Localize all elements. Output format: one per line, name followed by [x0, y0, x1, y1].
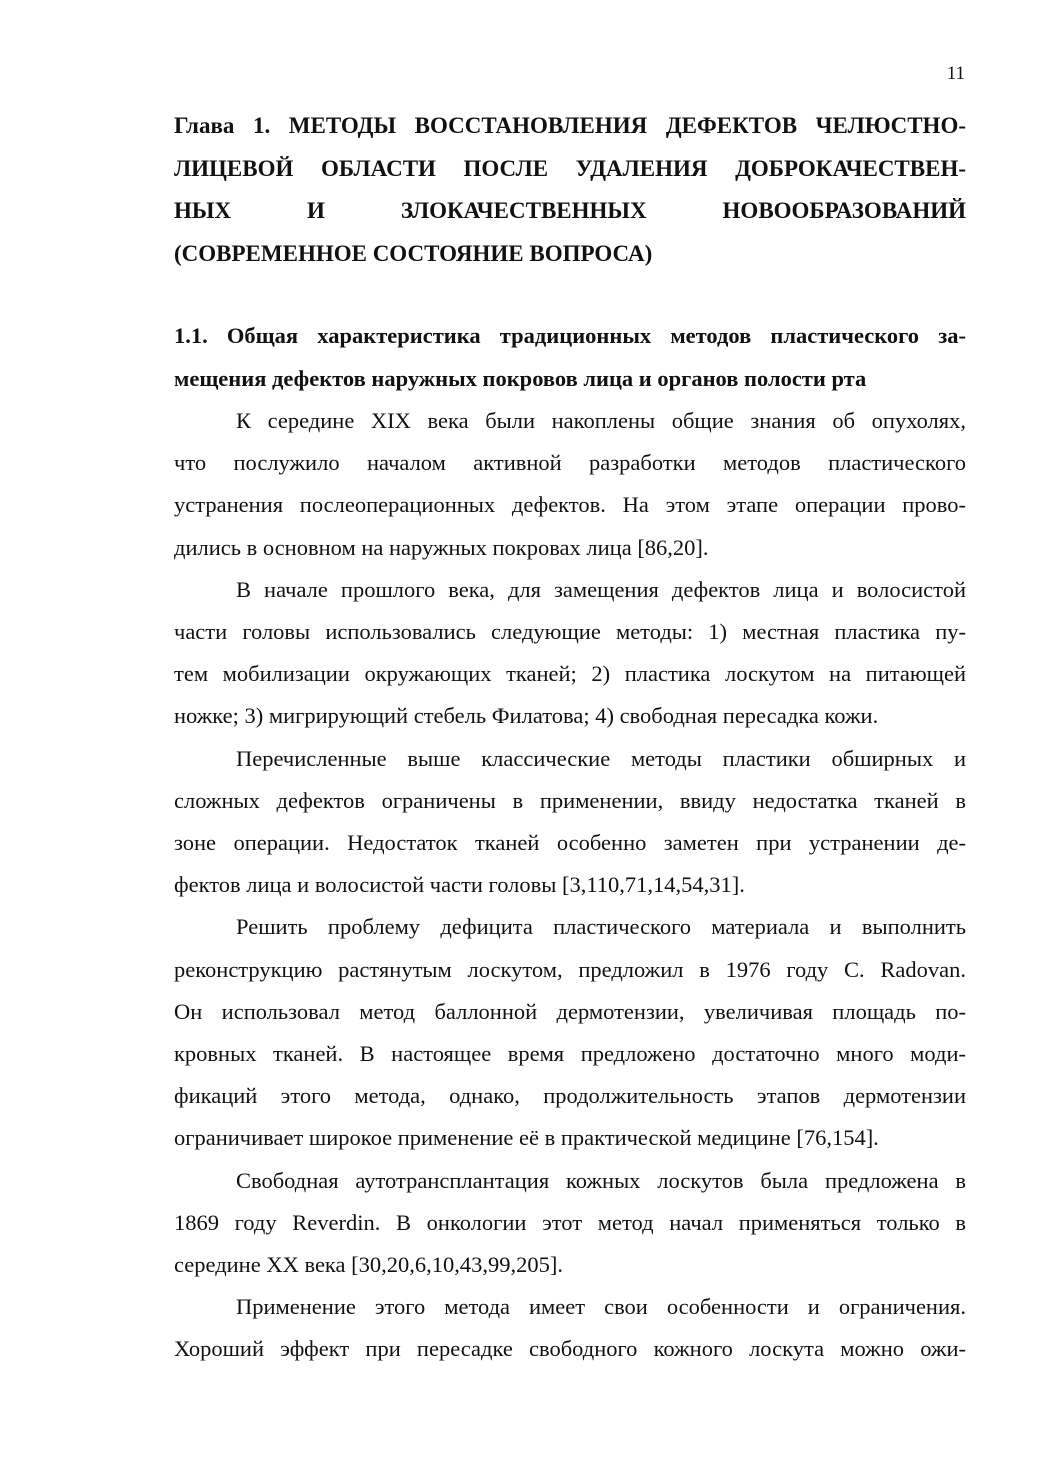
text-line: зоне операции. Недостаток тканей особенно заметен при устранении де- — [174, 830, 966, 856]
text-line: что послужило началом активной разработки методов пластического — [174, 450, 966, 476]
chapter-title-line: (СОВРЕМЕННОЕ СОСТОЯНИЕ ВОПРОСА) — [174, 240, 653, 266]
chapter-title-line: Глава 1. МЕТОДЫ ВОССТАНОВЛЕНИЯ ДЕФЕКТОВ ЧЕЛЮСТНО- — [174, 113, 966, 138]
text-line: тем мобилизации окружающих тканей; 2) пластика лоскутом на питающей — [174, 661, 966, 687]
paragraph — [174, 400, 966, 569]
text-line: Хороший эффект при пересадке свободного кожного лоскута можно ожи- — [174, 1336, 966, 1362]
text-line: В начале прошлого века, для замещения дефектов лица и волосистой — [236, 576, 966, 602]
paragraph — [174, 1286, 966, 1370]
chapter-title — [174, 105, 966, 275]
text-line: середине XX века [30,20,6,10,43,99,205]. — [174, 1252, 563, 1278]
body-text — [174, 400, 966, 1371]
paragraph — [174, 738, 966, 907]
text-line: устранения послеоперационных дефектов. На этом этапе операции прово- — [174, 492, 966, 518]
text-line: кровных тканей. В настоящее время предложено достаточно много моди- — [174, 1041, 966, 1067]
text-line: фектов лица и волосистой части головы [3,110,71,14,54,31]. — [174, 872, 745, 898]
page-number: 11 — [946, 63, 965, 84]
paragraph — [174, 906, 966, 1159]
page-content — [174, 105, 966, 1371]
paragraph — [174, 569, 966, 738]
text-line: 1869 году Reverdin. В онкологии этот метод начал применяться только в — [174, 1209, 966, 1235]
chapter-title-line: ЛИЦЕВОЙ ОБЛАСТИ ПОСЛЕ УДАЛЕНИЯ ДОБРОКАЧЕСТВЕН- — [174, 155, 966, 181]
text-line: части головы использовались следующие методы: 1) местная пластика пу- — [174, 619, 966, 645]
chapter-title-line: НЫХ И ЗЛОКАЧЕСТВЕННЫХ НОВООБРАЗОВАНИЙ — [174, 198, 966, 223]
text-line: Решить проблему дефицита пластического материала и выполнить — [236, 914, 966, 940]
text-line: Свободная аутотрансплантация кожных лоскутов была предложена в — [236, 1167, 966, 1193]
text-line: дились в основном на наружных покровах лица [86,20]. — [174, 534, 709, 560]
text-line: реконструкцию растянутым лоскутом, предложил в 1976 году C. Radovan. — [174, 956, 966, 982]
text-line: Перечисленные выше классические методы пластики обширных и — [236, 745, 966, 771]
text-line: Он использовал метод баллонной дермотензии, увеличивая площадь по- — [174, 998, 966, 1024]
text-line: К середине XIX века были накоплены общие знания об опухолях, — [236, 408, 966, 433]
text-line: сложных дефектов ограничены в применении, ввиду недостатка тканей в — [174, 787, 966, 813]
section-title-line: мещения дефектов наружных покровов лица и органов полости рта — [174, 365, 867, 391]
text-line: ножке; 3) мигрирующий стебель Филатова; 4) свободная пересадка кожи. — [174, 703, 879, 729]
paragraph — [174, 1160, 966, 1287]
section-title-line: 1.1. Общая характеристика традиционных методов пластического за- — [174, 323, 966, 348]
text-line: ограничивает широкое применение её в практической медицине [76,154]. — [174, 1125, 879, 1151]
text-line: Применение этого метода имеет свои особенности и ограничения. — [236, 1294, 966, 1320]
section-title — [174, 315, 966, 400]
text-line: фикаций этого метода, однако, продолжительность этапов дермотензии — [174, 1083, 966, 1109]
